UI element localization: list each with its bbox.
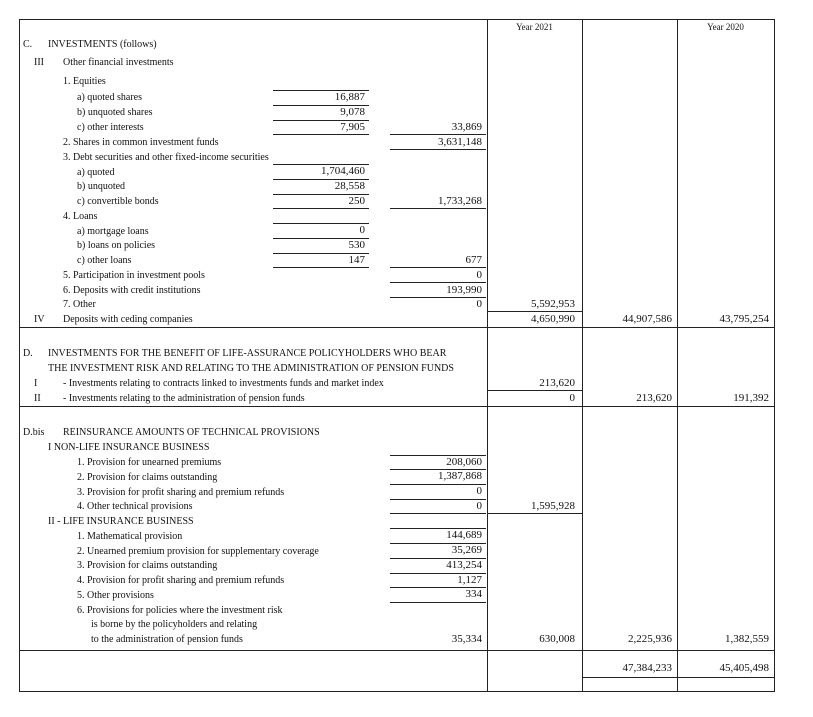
header-year-2020: Year 2020	[707, 22, 744, 32]
line-label: 2. Unearned premium provision for supplementary coverage	[77, 546, 319, 557]
cell-value: 334	[465, 588, 482, 600]
section-divider	[19, 327, 774, 328]
cell-rule	[390, 602, 486, 603]
cell-value: 43,795,254	[719, 313, 769, 325]
line-label: - Investments relating to contracts linked to investments funds and market index	[63, 378, 384, 389]
cell-rule	[390, 513, 486, 514]
section-code: D.bis	[23, 427, 45, 438]
line-label: b) loans on policies	[77, 240, 156, 251]
line-label: a) quoted	[77, 167, 115, 178]
subsection-code: IV	[34, 314, 45, 325]
line-label: to the administration of pension funds	[91, 634, 243, 645]
subsection-code: II	[34, 393, 41, 404]
subsection-code: III	[34, 57, 44, 68]
cell-value: 250	[348, 195, 365, 207]
subsection-title: II - LIFE INSURANCE BUSINESS	[48, 516, 194, 527]
section-title: INVESTMENTS (follows)	[48, 39, 157, 50]
cell-value: 1,127	[457, 574, 482, 586]
cell-rule	[390, 282, 486, 283]
cell-value: 1,387,868	[438, 470, 482, 482]
cell-value: 2,225,936	[628, 633, 672, 645]
grand-total-2021: 47,384,233	[622, 662, 672, 674]
cell-rule	[390, 267, 486, 268]
cell-rule	[390, 134, 486, 135]
cell-value: 630,008	[539, 633, 575, 645]
cell-value: 0	[476, 500, 482, 512]
line-label: 2. Provision for claims outstanding	[77, 472, 218, 483]
section-title: INVESTMENTS FOR THE BENEFIT OF LIFE-ASSURANCE POLICYHOLDERS WHO BEAR	[48, 348, 447, 359]
cell-value: 1,704,460	[321, 165, 365, 177]
cell-value: 1,733,268	[438, 195, 482, 207]
line-label: b) unquoted shares	[77, 107, 153, 118]
line-label: 3. Provision for profit sharing and premium refunds	[77, 487, 285, 498]
subsection-title: Deposits with ceding companies	[63, 314, 193, 325]
cell-value: 0	[476, 485, 482, 497]
cell-value: 33,869	[451, 121, 482, 133]
cell-value: 5,592,953	[531, 298, 575, 310]
line-label: 7. Other	[63, 299, 96, 310]
cell-value: 208,060	[446, 456, 482, 468]
cell-rule	[273, 208, 369, 209]
cell-value: 0	[569, 392, 575, 404]
cell-value: 4,650,990	[531, 313, 575, 325]
line-label: 4. Other technical provisions	[77, 501, 193, 512]
cell-value: 35,269	[451, 544, 482, 556]
total-underline	[582, 677, 774, 678]
cell-value: 193,990	[446, 284, 482, 296]
column-divider	[487, 19, 488, 691]
cell-rule	[390, 149, 486, 150]
header-year-2021: Year 2021	[516, 22, 553, 32]
section-code: C.	[23, 39, 33, 50]
cell-value: 35,334	[451, 633, 482, 645]
line-label: c) other interests	[77, 122, 144, 133]
cell-value: 144,689	[446, 529, 482, 541]
line-label: - Investments relating to the administration of pension funds	[63, 393, 305, 404]
cell-value: 7,905	[340, 121, 365, 133]
line-label: 3. Debt securities and other fixed-income securities	[63, 152, 269, 163]
subsection-code: I	[34, 378, 38, 389]
cell-rule	[487, 390, 582, 391]
cell-value: 9,078	[340, 106, 365, 118]
line-label: c) other loans	[77, 255, 132, 266]
grand-total-2020: 45,405,498	[719, 662, 769, 674]
cell-value: 16,887	[334, 91, 365, 103]
line-label: 6. Provisions for policies where the investment risk	[77, 605, 283, 616]
line-label: 5. Other provisions	[77, 590, 154, 601]
cell-value: 413,254	[446, 559, 482, 571]
line-label: a) mortgage loans	[77, 226, 149, 237]
line-label: 4. Provision for profit sharing and premium refunds	[77, 575, 285, 586]
cell-value: 0	[476, 298, 482, 310]
cell-value: 3,631,148	[438, 136, 482, 148]
section-code: D.	[23, 348, 33, 359]
cell-rule	[273, 267, 369, 268]
line-label: 1. Mathematical provision	[77, 531, 183, 542]
subsection-title: Other financial investments	[63, 57, 174, 68]
subsection-title: I NON-LIFE INSURANCE BUSINESS	[48, 442, 210, 453]
line-label: is borne by the policyholders and relating	[91, 619, 258, 630]
cell-value: 28,558	[334, 180, 365, 192]
cell-value: 213,620	[539, 377, 575, 389]
cell-value: 530	[348, 239, 365, 251]
line-label: a) quoted shares	[77, 92, 142, 103]
cell-value: 1,595,928	[531, 500, 575, 512]
section-title: THE INVESTMENT RISK AND RELATING TO THE ADMINISTRATION OF PENSION FUNDS	[48, 363, 454, 374]
line-label: c) convertible bonds	[77, 196, 159, 207]
cell-value: 44,907,586	[622, 313, 672, 325]
line-label: 6. Deposits with credit institutions	[63, 285, 201, 296]
cell-value: 0	[359, 224, 365, 236]
line-label: 1. Equities	[63, 76, 106, 87]
column-divider	[677, 19, 678, 691]
section-title: REINSURANCE AMOUNTS OF TECHNICAL PROVISIONS	[63, 427, 320, 438]
cell-rule	[487, 311, 582, 312]
cell-value: 213,620	[636, 392, 672, 404]
cell-rule	[273, 134, 369, 135]
section-divider	[19, 650, 774, 651]
line-label: 1. Provision for unearned premiums	[77, 457, 222, 468]
cell-value: 147	[348, 254, 365, 266]
line-label: 2. Shares in common investment funds	[63, 137, 219, 148]
column-divider	[582, 19, 583, 691]
line-label: 4. Loans	[63, 211, 98, 222]
line-label: 3. Provision for claims outstanding	[77, 560, 218, 571]
line-label: b) unquoted	[77, 181, 126, 192]
cell-rule	[390, 208, 486, 209]
cell-value: 191,392	[733, 392, 769, 404]
cell-value: 1,382,559	[725, 633, 769, 645]
cell-value: 677	[465, 254, 482, 266]
cell-rule	[487, 513, 582, 514]
line-label: 5. Participation in investment pools	[63, 270, 205, 281]
section-divider	[19, 406, 774, 407]
cell-value: 0	[476, 269, 482, 281]
